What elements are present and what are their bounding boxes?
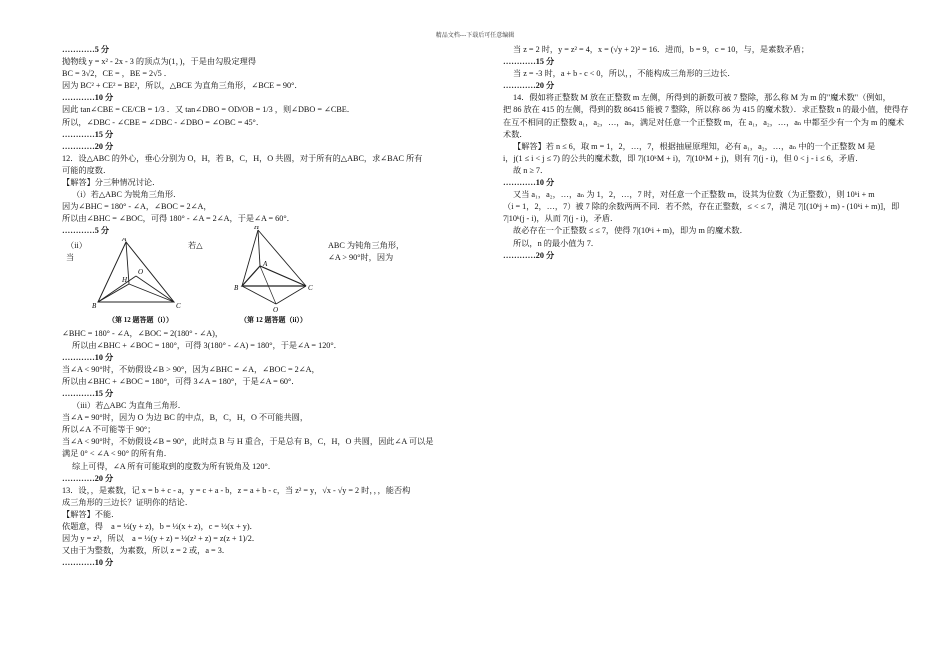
fig2-label-o: O — [273, 305, 279, 314]
fig1-label-b: B — [92, 301, 97, 310]
left2-line: 13．设，，是素数，记 x = b + c - a，y = c + a - b，z = a + b - c，当 z² = y，√x - √y = 2 时，，，能否构 — [62, 485, 411, 495]
case2-when: 当 — [66, 252, 75, 262]
left-line: 因为∠BHC = 180° - ∠A，∠BOC = 2∠A， — [62, 202, 212, 212]
right-line: 故必存在一个正整数 ≤ ≤ 7，使得 7|(10ᵏi + m)，即为 m 的魔术数． — [513, 226, 748, 236]
right-line: 【解答】若 n ≤ 6，取 m = 1，2，…，7，根据抽屉原理知，必有 a₁，a₂，…，aₙ 中的一个正整数 M 是 — [513, 141, 876, 151]
fig2-label-h: H — [254, 225, 260, 231]
figure-2-triangle — [234, 226, 334, 314]
fig1-label-a: A — [122, 237, 127, 243]
case2-right2: ∠A > 90°时，因为 — [328, 252, 394, 262]
left2-line: 满足 0° < ∠A < 90° 的所有角． — [62, 449, 172, 459]
left-line: …………5 分 — [62, 45, 110, 54]
left-line: 因为 BC² + CE² = BE²，所以，△BCE 为直角三角形，∠BCE = 90°． — [62, 81, 303, 91]
left-lines-bottom — [62, 328, 454, 570]
figure-2-caption: （第 12 题答题（ii）） — [240, 315, 307, 324]
right-column — [503, 44, 909, 262]
right-line: 14．假如将正整数 M 放在正整数 m 左侧，所得到的新数可被 7 整除，那么称 M 为 m 的"魔术数"（例如， — [513, 93, 891, 103]
left-line: …………20 分 — [62, 141, 114, 151]
fig2-label-b: B — [234, 283, 239, 292]
case2-right1: ABC 为钝角三角形， — [328, 240, 405, 250]
right-line: …………20 分 — [503, 250, 555, 260]
left2-line: 所以由∠BHC + ∠BOC = 180°，可得 3(180° - ∠A) = 180°，于是∠A = 120°． — [72, 340, 342, 350]
left2-line: 所以由∠BHC + ∠BOC = 180°，可得 3∠A = 180°，于是∠A = 60°． — [62, 376, 300, 386]
left-line: 【解答】分三种情况讨论． — [62, 178, 161, 188]
right-line: （i = 1，2，…，7）被 7 除的余数两两不同．若不然，存在正整数，≤ < ≤ 7，满足 7|[(10ᵏj + m) - (10ᵏi + m)]，即 — [503, 202, 900, 212]
right-line: 当 z = 2 时，y = z² = 4，x = (√y + 2)² = 16．进而，b = 9，c = 10，与，是素数矛盾； — [513, 45, 810, 54]
left2-line: 又由于为整数，为素数，所以 z = 2 或，a = 3． — [62, 546, 230, 556]
left-line: BC = 3√2，CE = ，BE = 2√5 ． — [62, 69, 172, 79]
left2-line: …………20 分 — [62, 473, 114, 483]
left-line: （i）若△ABC 为锐角三角形． — [72, 190, 182, 200]
left2-line: （iii）若△ABC 为直角三角形． — [72, 401, 186, 411]
right-line: 在互不相同的正整数 a₁，a₂，…，aₙ，满足对任意一个正整数 m，在 a₁，a₂，…，aₙ 中都至少有一个为 m 的魔术 — [503, 117, 905, 127]
left2-line: 所以∠A 不可能等于 90°； — [62, 425, 156, 435]
left-line: 抛物线 y = x² - 2x - 3 的顶点为(1，)，于是由勾股定理得 — [62, 57, 257, 67]
left2-line: 依题意，得 a = ½(y + z)，b = ½(x + z)，c = ½(x + y)． — [62, 522, 258, 531]
right-line: …………20 分 — [503, 81, 555, 91]
right-line: 所以，n 的最小值为 7． — [513, 238, 599, 248]
figure-1-caption: （第 12 题答题（i）） — [108, 315, 173, 324]
fig1-label-h: H — [122, 275, 128, 284]
right-line: …………10 分 — [503, 178, 555, 188]
left-line: 12．设△ABC 的外心，垂心分别为 O，H，若 B，C，H，O 共圆，对于所有的△ABC，求∠BAC 所有 — [62, 153, 423, 163]
fig2-label-c: C — [308, 283, 313, 292]
left2-line: 当∠A < 90°时，不妨假设∠B > 90°，因为∠BHC = ∠A，∠BOC = 2∠A， — [62, 364, 320, 374]
right-line: 术数． — [503, 129, 528, 139]
figure-1-triangle — [92, 238, 192, 312]
fig2-label-a: A — [263, 259, 268, 268]
fig1-label-o: O — [138, 267, 144, 276]
right-line: …………15 分 — [503, 57, 555, 67]
left2-line: ∠BHC = 180° - ∠A，∠BOC = 2(180° - ∠A)， — [62, 328, 224, 338]
left2-line: 因为 y = z²，所以 a = ½(y + z) = ½(z² + z) = z(z + 1)/2． — [62, 534, 260, 544]
left-line: 所以由∠BHC = ∠BOC，可得 180° - ∠A = 2∠A，于是∠A = 60°． — [62, 214, 295, 224]
page-header: 精品文档---下载后可任意编辑 — [435, 32, 515, 39]
left-lines-top — [62, 44, 454, 238]
left2-line: …………10 分 — [62, 558, 114, 568]
case2-prefix: （ii） — [66, 240, 87, 250]
left-line: …………15 分 — [62, 129, 114, 139]
right-line: i，j(1 ≤ i < j ≤ 7) 的公共的魔术数，即 7|(10ᵏM + i)，7|(10ᵏM + j)，则有 7|(j - i)，但 0 < j - i ≤ 6，矛盾． — [503, 153, 864, 163]
right-line: 7|10ᵏ(j - i)，从而 7|(j - i)，矛盾． — [503, 214, 619, 224]
left-line: 因此 tan∠CBE = CE/CB = 1/3 ．又 tan∠DBO = OD/OB = 1/3 ，则∠DBO = ∠CBE． — [62, 105, 355, 115]
left2-line: …………15 分 — [62, 388, 114, 398]
left-line: …………5 分 — [62, 226, 110, 236]
left-line: 所以，∠DBC - ∠CBE = ∠DBC - ∠DBO = ∠OBC = 45°． — [62, 117, 265, 127]
fig1-label-c: C — [176, 301, 181, 310]
left2-line: 综上可得，∠A 所有可能取到的度数为所有锐角及 120°． — [72, 461, 276, 471]
left2-line: 当∠A = 90°时，因为 O 为边 BC 的中点，B，C，H，O 不可能共圆， — [62, 413, 309, 423]
left2-line: …………10 分 — [62, 352, 114, 362]
right-lines — [503, 44, 909, 262]
right-line: 又当 a₁，a₂，…，aₙ 为 1，2，…，7 时，对任意一个正整数 m，设其为位数（为正整数），则 10ᵏi + m — [513, 190, 875, 200]
left-line: …………10 分 — [62, 93, 114, 103]
left2-line: 当∠A < 90°时，不妨假设∠B = 90°，此时点 B 与 H 重合，于是总有 B，C，H，O 共圆，因此∠A 可以是 — [62, 437, 434, 447]
left-column — [62, 44, 454, 569]
right-line: 把 86 放在 415 的左侧，得到的数 86415 能被 7 整除，所以称 86 为 415 的魔术数）．求正整数 n 的最小值，使得存 — [503, 105, 909, 115]
right-line: 故 n ≥ 7． — [513, 165, 549, 175]
left2-line: 成三角形的三边长？证明你的结论． — [62, 497, 194, 507]
left-line: 可能的度数． — [62, 165, 112, 175]
left2-line: 【解答】不能． — [62, 509, 120, 519]
right-line: 当 z = -3 时，a + b - c < 0，所以，，不能构成三角形的三边长． — [513, 69, 736, 79]
case2-mid: 若△ — [188, 240, 203, 250]
